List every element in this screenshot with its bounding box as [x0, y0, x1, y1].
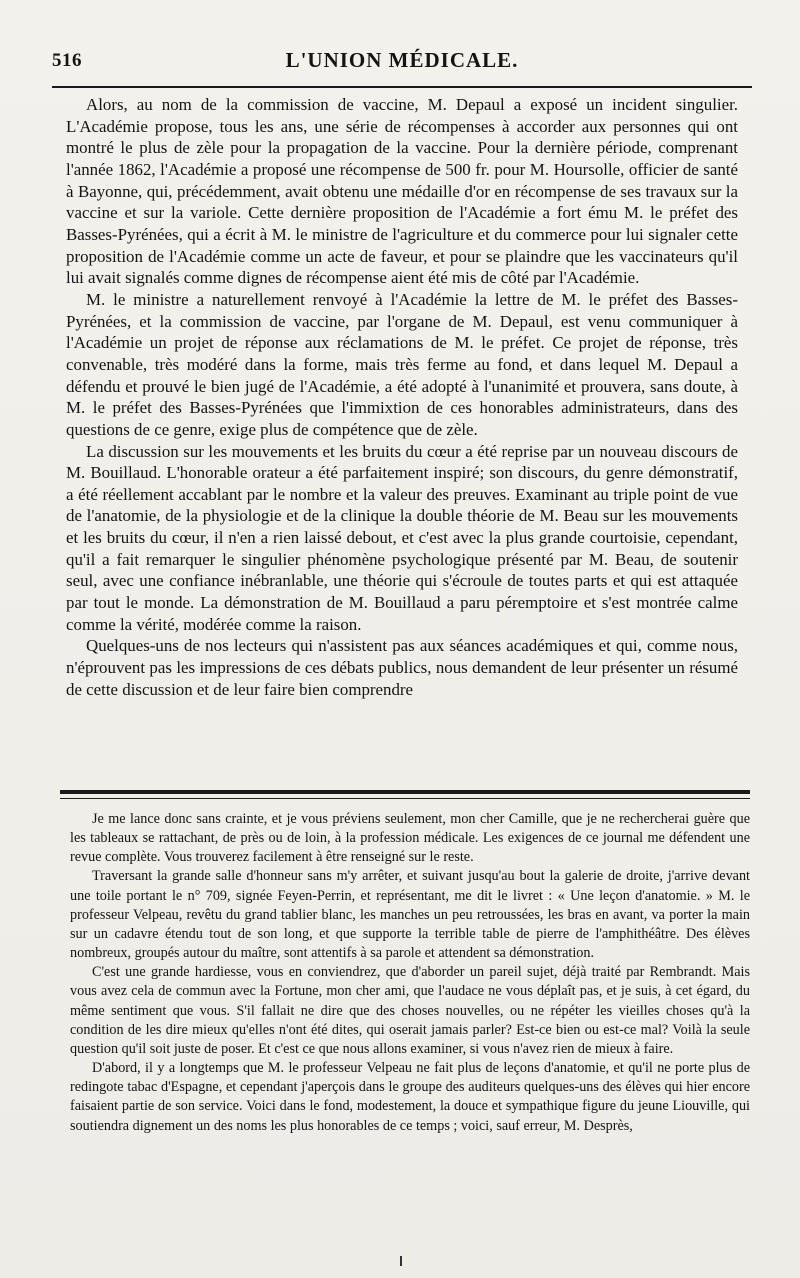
article-paragraph: Quelques-uns de nos lecteurs qui n'assistent pas aux séances académiques et qui, comme nous, n'éprouvent pas les impressions de ces débats publics, nous demandent de leur présenter un résumé de cette discussion et de leur faire bien comprendre: [66, 636, 738, 699]
feuilleton-paragraph: D'abord, il y a longtemps que M. le professeur Velpeau ne fait plus de leçons d'anatomie, et qu'il ne porte plus de redingote tabac d'Espagne, et cependant j'aperçois dans le groupe des auditeurs quelques-uns des élèves qui hier encore faisaient partie de son service. Voici dans le fond, modestement, la douce et sympathique figure du jeune Liouville, qui soutiendra dignement un des noms les plus honorables de ce temps ; voici, sauf erreur, M. Desprès,: [70, 1060, 750, 1134]
article-paragraph: La discussion sur les mouvements et les bruits du cœur a été reprise par un nouveau discours de M. Bouillaud. L'honorable orateur a été parfaitement inspiré; son discours, du genre démonstratif, a été réellement accablant par le nombre et la valeur des preuves. Examinant au triple point de vue de l'anatomie, de la physiologie et de la clinique la double théorie de M. Beau sur les mouvements et les bruits du cœur, il n'en a rien laissé debout, et c'est avec la plus grande courtoisie, cependant, qu'il a fait remarquer le singulier phénomène psychologique présenté par M. Beau, de soutenir seul, avec une confiance inébranlable, une théorie qui s'écroule de toutes parts et qui est attaquée par tout le monde. La démonstration de M. Bouillaud a paru péremptoire et s'est montrée calme comme la vérité, modérée comme la raison.: [66, 441, 738, 634]
feuilleton-paragraph: Traversant la grande salle d'honneur sans m'y arrêter, et suivant jusqu'au bout la galerie de droite, j'arrive devant une toile portant le n° 709, signée Feyen-Perrin, et représentant, me dit le livret : « Une leçon d'anatomie. » M. le professeur Velpeau, revêtu du grand tablier blanc, les manches un peu retroussées, les bras en avant, va porter la main sur un cadavre étendu tout de son long, et que supporte la terrible table de pierre de l'amphithéâtre. Des élèves nombreux, groupés autour du maître, sont attentifs à sa parole et attendent sa démonstration.: [70, 868, 750, 962]
header-rule: [52, 86, 752, 88]
feuilleton-paragraph: Je me lance donc sans crainte, et je vous préviens seulement, mon cher Camille, que je ne rechercherai guère que les tableaux se rattachant, de près ou de loin, à la profession médicale. Les exigences de ce journal me défendent une revue complète. Vous trouverez facilement à être renseigné sur le reste.: [70, 811, 750, 866]
footer-mark: [400, 1256, 402, 1266]
page-header: [52, 48, 752, 78]
feuilleton-column: [70, 810, 750, 1136]
page-number: 516: [52, 50, 82, 71]
article-paragraph: M. le ministre a naturellement renvoyé à l'Académie la lettre de M. le préfet des Basses-Pyrénées, et la commission de vaccine, par l'organe de M. Depaul, est venu communiquer à l'Académie un projet de réponse aux réclamations de M. le préfet. Ce projet de réponse, très convenable, très modéré dans la forme, mais très ferme au fond, et dans lequel M. Depaul a défendu et prouvé le bien jugé de l'Académie, a été adopté à l'unanimité et prouvera, sans doute, à M. le préfet des Basses-Pyrénées que l'immixtion de ces honorables administrateurs, dans des questions de ce genre, exige plus de compétence que de zèle.: [66, 289, 738, 439]
running-title: L'UNION MÉDICALE.: [285, 48, 519, 72]
feuilleton-paragraph: C'est une grande hardiesse, vous en conviendrez, que d'aborder un pareil sujet, déjà traité par Rembrandt. Mais vous avez cela de commun avec la Fortune, mon cher ami, que l'audace ne vous déplaît pas, et je suis, à cet égard, du même sentiment que vous. S'il fallait ne dire que des choses nouvelles, ou ne répéter les vieilles choses qu'à la condition de les dire mieux qu'elles n'ont été dites, qui oserait jamais parler? Est-ce bien ou est-ce mal? Voilà la seule question qu'il soit juste de poser. Et c'est ce que nous allons examiner, si vous n'avez rien de mieux à faire.: [70, 964, 750, 1057]
article-paragraph: Alors, au nom de la commission de vaccine, M. Depaul a exposé un incident singulier. L'Académie propose, tous les ans, une série de récompenses à accorder aux personnes qui ont montré le plus de zèle pour la propagation de la vaccine. Pour la dernière période, comprenant l'année 1862, l'Académie a proposé une récompense de 500 fr. pour M. Hoursolle, officier de santé à Bayonne, qui, précédemment, avait obtenu une médaille d'or en récompense de ses travaux sur la vaccine et sur la variole. Cette dernière proposition de l'Académie a fort ému M. le préfet des Basses-Pyrénées, qui a écrit à M. le ministre de l'agriculture et du commerce pour lui signaler cette proposition de l'Académie comme un acte de faveur, et pour se plaindre que les vaccinateurs qu'il lui avait signalés comme dignes de récompense aient été mis de côté par l'Académie.: [66, 95, 738, 288]
feuilleton-separator: [60, 790, 750, 799]
main-article: [66, 94, 738, 700]
